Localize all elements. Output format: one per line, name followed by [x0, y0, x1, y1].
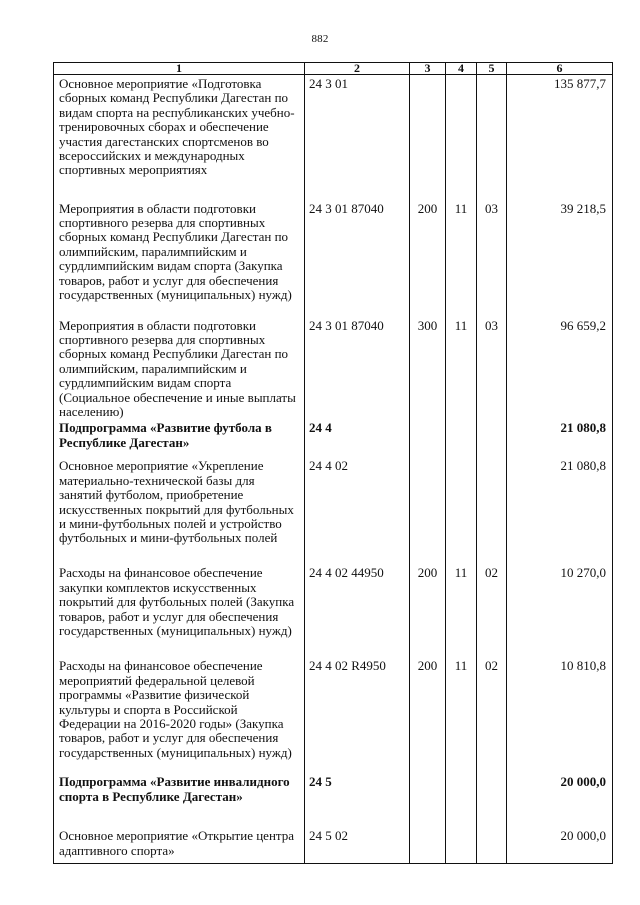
column-header-5: 5 — [477, 63, 507, 75]
row-section: 11 — [446, 564, 477, 657]
table-row — [54, 317, 613, 420]
row-amount: 135 877,7 — [507, 75, 613, 200]
column-header-2: 2 — [305, 63, 410, 75]
row-code: 24 5 02 — [305, 827, 410, 863]
row-section — [446, 457, 477, 564]
row-expense-type — [410, 827, 446, 863]
row-subsection: 03 — [477, 200, 507, 317]
column-header-4: 4 — [446, 63, 477, 75]
row-subsection: 03 — [477, 317, 507, 420]
row-code: 24 3 01 87040 — [305, 200, 410, 317]
row-section — [446, 773, 477, 827]
row-amount: 10 810,8 — [507, 657, 613, 773]
row-code: 24 4 — [305, 419, 410, 457]
row-code: 24 3 01 87040 — [305, 317, 410, 420]
row-expense-type — [410, 773, 446, 827]
row-subsection: 02 — [477, 564, 507, 657]
table-row — [54, 200, 613, 317]
row-expense-type: 300 — [410, 317, 446, 420]
row-expense-type — [410, 419, 446, 457]
table-row-subprogram — [54, 419, 613, 457]
row-expense-type — [410, 457, 446, 564]
row-amount: 39 218,5 — [507, 200, 613, 317]
row-amount: 10 270,0 — [507, 564, 613, 657]
table-row — [54, 564, 613, 657]
row-name: Мероприятия в области подготовки спортивного резерва для спортивных сборных команд Республики Дагестан по олимпийским, паралимпийским и сурдлимпийским видам спорта (Социальное обеспечение и иные выплаты населению) — [54, 317, 305, 420]
budget-table — [53, 62, 613, 864]
row-subsection — [477, 773, 507, 827]
row-section: 11 — [446, 200, 477, 317]
table-row-subprogram — [54, 773, 613, 827]
table-row — [54, 457, 613, 564]
row-name: Подпрограмма «Развитие инвалидного спорта в Республике Дагестан» — [54, 773, 305, 827]
row-amount: 20 000,0 — [507, 773, 613, 827]
row-amount: 20 000,0 — [507, 827, 613, 863]
row-name: Основное мероприятие «Укрепление материально-технической базы для занятий футболом, приобретение искусственных покрытий для футбольных и мини-футбольных полей и устройство футбольных и мини-футбольных полей — [54, 457, 305, 564]
row-name: Расходы на финансовое обеспечение закупки комплектов искусственных покрытий для футбольных полей (Закупка товаров, работ и услуг для обеспечения государственных (муниципальных) нужд) — [54, 564, 305, 657]
row-subsection — [477, 75, 507, 200]
row-name: Подпрограмма «Развитие футбола в Республике Дагестан» — [54, 419, 305, 457]
column-header-6: 6 — [507, 63, 613, 75]
row-code: 24 4 02 R4950 — [305, 657, 410, 773]
row-section — [446, 419, 477, 457]
row-expense-type: 200 — [410, 657, 446, 773]
page-number: 882 — [311, 33, 329, 45]
row-section — [446, 827, 477, 863]
row-section: 11 — [446, 657, 477, 773]
table-row — [54, 827, 613, 863]
row-section: 11 — [446, 317, 477, 420]
row-code: 24 4 02 — [305, 457, 410, 564]
row-subsection — [477, 419, 507, 457]
column-header-3: 3 — [410, 63, 446, 75]
row-subsection — [477, 457, 507, 564]
row-expense-type: 200 — [410, 200, 446, 317]
table-row — [54, 657, 613, 773]
row-name: Основное мероприятие «Подготовка сборных команд Республики Дагестан по видам спорта на республиканских учебно-тренировочных сборах и обеспечение участия дагестанских спортсменов во всероссийских и международных спортивных мероприятиях — [54, 75, 305, 200]
row-amount: 21 080,8 — [507, 457, 613, 564]
row-expense-type: 200 — [410, 564, 446, 657]
row-code: 24 4 02 44950 — [305, 564, 410, 657]
row-subsection: 02 — [477, 657, 507, 773]
row-name: Основное мероприятие «Открытие центра адаптивного спорта» — [54, 827, 305, 863]
row-expense-type — [410, 75, 446, 200]
row-code: 24 3 01 — [305, 75, 410, 200]
row-subsection — [477, 827, 507, 863]
row-section — [446, 75, 477, 200]
row-amount: 21 080,8 — [507, 419, 613, 457]
table-row — [54, 75, 613, 200]
row-name: Расходы на финансовое обеспечение мероприятий федеральной целевой программы «Развитие физической культуры и спорта в Российской Федерации на 2016-2020 годы» (Закупка товаров, работ и услуг для обеспечения государственных (муниципальных) нужд) — [54, 657, 305, 773]
row-amount: 96 659,2 — [507, 317, 613, 420]
row-name: Мероприятия в области подготовки спортивного резерва для спортивных сборных команд Республики Дагестан по олимпийским, паралимпийским и сурдлимпийским видам спорта (Закупка товаров, работ и услуг для обеспечения государственных (муниципальных) нужд) — [54, 200, 305, 317]
row-code: 24 5 — [305, 773, 410, 827]
table-header-row — [54, 63, 613, 75]
column-header-1: 1 — [54, 63, 305, 75]
